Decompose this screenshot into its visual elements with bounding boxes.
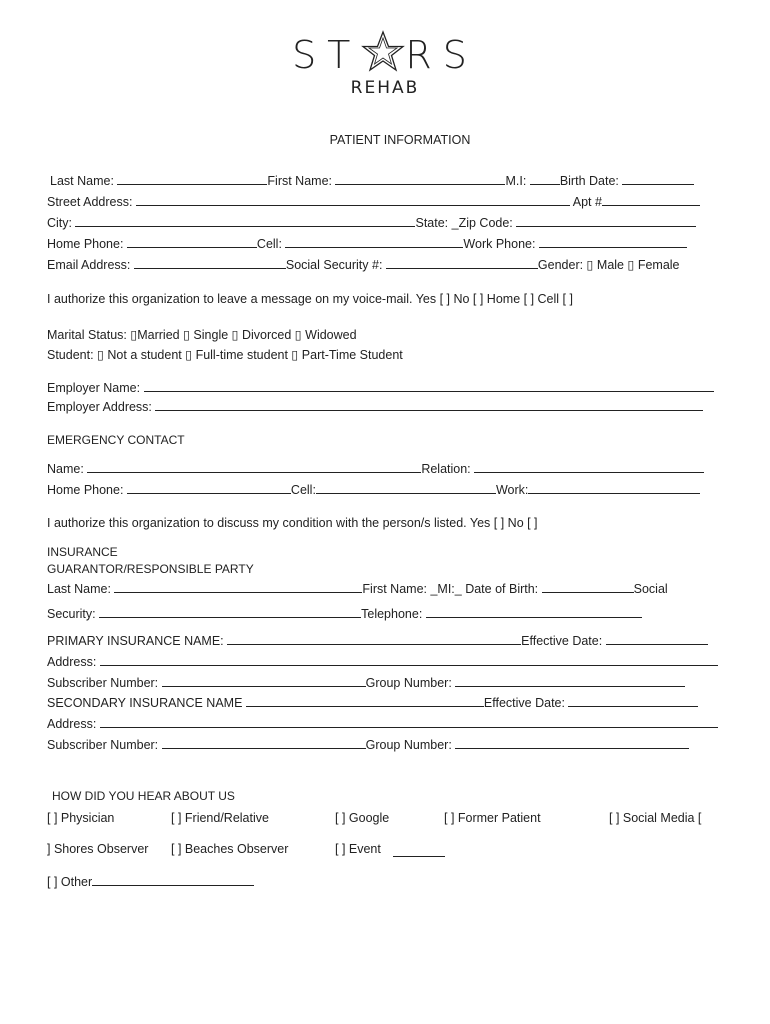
- email-field[interactable]: [134, 256, 286, 269]
- state-label: State: _: [415, 216, 459, 230]
- primary-group-label: Group Number:: [365, 676, 452, 690]
- ssn-field[interactable]: [386, 256, 538, 269]
- gender-options[interactable]: Gender: ▯ Male ▯ Female: [537, 258, 680, 272]
- street-address-label: Street Address:: [47, 195, 133, 209]
- stars-rehab-logo: [0, 30, 770, 98]
- city-field[interactable]: [75, 214, 415, 227]
- apt-field[interactable]: [602, 193, 700, 206]
- row-emergency-phones: [47, 481, 700, 498]
- emergency-cell-field[interactable]: [316, 481, 496, 494]
- secondary-address-field[interactable]: [100, 715, 718, 728]
- primary-subscriber-label: Subscriber Number:: [47, 676, 159, 690]
- row-primary-address: [47, 653, 718, 670]
- row-secondary-insurance: [47, 694, 698, 711]
- secondary-group-label: Group Number:: [365, 738, 452, 752]
- secondary-effective-field[interactable]: [568, 694, 698, 707]
- employer-address-field[interactable]: [155, 398, 703, 411]
- apt-label: Apt #: [572, 195, 602, 209]
- cell-label: Cell:: [256, 237, 282, 251]
- row-emergency-name: [47, 460, 704, 477]
- hear-beaches-observer[interactable]: [ ] Beaches Observer: [171, 842, 289, 856]
- logo-subtitle: REHAB: [350, 78, 420, 98]
- employer-name-label: Employer Name:: [47, 381, 141, 395]
- row-email: [47, 256, 680, 273]
- row-hear-other: [47, 873, 254, 890]
- row-street: [47, 193, 700, 210]
- mi-field[interactable]: [530, 172, 560, 185]
- security-label: Security:: [47, 607, 96, 621]
- guarantor-heading: GUARANTOR/RESPONSIBLE PARTY: [47, 562, 254, 576]
- primary-effective-label: Effective Date:: [521, 634, 603, 648]
- primary-address-field[interactable]: [100, 653, 718, 666]
- primary-effective-field[interactable]: [606, 632, 708, 645]
- guarantor-last-name-field[interactable]: [114, 580, 362, 593]
- work-phone-field[interactable]: [539, 235, 687, 248]
- security-field[interactable]: [99, 605, 361, 618]
- hear-physician[interactable]: [ ] Physician: [47, 811, 115, 825]
- secondary-insurance-label: SECONDARY INSURANCE NAME: [47, 696, 243, 710]
- birth-date-field[interactable]: [622, 172, 694, 185]
- row-secondary-address: [47, 715, 718, 732]
- first-name-label: First Name:: [267, 174, 332, 188]
- hear-heading: HOW DID YOU HEAR ABOUT US: [52, 789, 235, 803]
- secondary-effective-label: Effective Date:: [483, 696, 565, 710]
- hear-other-field[interactable]: [92, 873, 254, 886]
- hear-social-media[interactable]: [ ] Social Media [: [609, 811, 702, 825]
- emergency-name-label: Name:: [47, 462, 84, 476]
- telephone-field[interactable]: [426, 605, 642, 618]
- emergency-cell-label: Cell:: [290, 483, 316, 497]
- hear-event-field[interactable]: [393, 844, 445, 857]
- row-secondary-subscriber: [47, 736, 689, 753]
- relation-field[interactable]: [474, 460, 704, 473]
- row-employer-address: [47, 398, 703, 415]
- row-phones: [47, 235, 687, 252]
- last-name-field[interactable]: [117, 172, 267, 185]
- primary-insurance-label: PRIMARY INSURANCE NAME:: [47, 634, 224, 648]
- cell-field[interactable]: [285, 235, 463, 248]
- home-phone-field[interactable]: [127, 235, 257, 248]
- voicemail-authorization[interactable]: I authorize this organization to leave a message on my voice-mail. Yes [ ] No [ ] Home [ ] Cell [ ]: [47, 292, 573, 306]
- discuss-authorization[interactable]: I authorize this organization to discuss my condition with the person/s listed. Yes [ ] No [ ]: [47, 516, 538, 530]
- telephone-label: Telephone:: [361, 607, 423, 621]
- secondary-group-field[interactable]: [455, 736, 689, 749]
- zip-label: Zip Code:: [458, 216, 513, 230]
- hear-friend[interactable]: [ ] Friend/Relative: [171, 811, 269, 825]
- secondary-subscriber-label: Subscriber Number:: [47, 738, 159, 752]
- emergency-heading: EMERGENCY CONTACT: [47, 433, 185, 447]
- row-employer-name: [47, 379, 714, 396]
- logo-wordmark: [0, 30, 770, 78]
- row-guarantor-security: [47, 605, 642, 622]
- emergency-work-label: Work:: [495, 483, 529, 497]
- row-name-birth: [50, 172, 694, 189]
- social-label: Social: [633, 582, 668, 596]
- row-city: [47, 214, 696, 231]
- form-title: PATIENT INFORMATION: [329, 133, 471, 147]
- work-phone-label: Work Phone:: [463, 237, 536, 251]
- guarantor-dob-field[interactable]: [542, 580, 634, 593]
- mi-label: M.I:: [505, 174, 527, 188]
- secondary-subscriber-field[interactable]: [162, 736, 366, 749]
- hear-shores-observer[interactable]: ] Shores Observer: [47, 842, 149, 856]
- employer-address-label: Employer Address:: [47, 400, 152, 414]
- ssn-label: Social Security #:: [285, 258, 383, 272]
- primary-address-label: Address:: [47, 655, 97, 669]
- marital-status[interactable]: Marital Status: ▯Married ▯ Single ▯ Divorced ▯ Widowed: [47, 328, 357, 342]
- guarantor-first-name-label: First Name: _MI:_ Date of Birth:: [362, 582, 539, 596]
- last-name-label: Last Name:: [50, 174, 114, 188]
- birth-date-label: Birth Date:: [559, 174, 619, 188]
- emergency-name-field[interactable]: [87, 460, 421, 473]
- street-address-field[interactable]: [136, 193, 570, 206]
- relation-label: Relation:: [421, 462, 471, 476]
- row-primary-subscriber: [47, 674, 685, 691]
- insurance-heading: INSURANCE: [47, 545, 118, 559]
- emergency-home-label: Home Phone:: [47, 483, 124, 497]
- first-name-field[interactable]: [335, 172, 505, 185]
- email-label: Email Address:: [47, 258, 131, 272]
- logo-text-left: ST: [292, 33, 362, 77]
- zip-field[interactable]: [516, 214, 696, 227]
- student-status[interactable]: Student: ▯ Not a student ▯ Full-time student ▯ Part-Time Student: [47, 348, 403, 362]
- hear-google[interactable]: [ ] Google: [335, 811, 390, 825]
- hear-event-label[interactable]: [ ] Event: [335, 842, 381, 856]
- row-guarantor-name: [47, 580, 668, 597]
- employer-name-field[interactable]: [144, 379, 714, 392]
- emergency-work-field[interactable]: [528, 481, 700, 494]
- logo-text-right: RS: [405, 33, 478, 77]
- primary-insurance-field[interactable]: [227, 632, 521, 645]
- secondary-address-label: Address:: [47, 717, 97, 731]
- emergency-home-field[interactable]: [127, 481, 291, 494]
- home-phone-label: Home Phone:: [47, 237, 124, 251]
- star-icon: [361, 30, 405, 74]
- secondary-insurance-field[interactable]: [246, 694, 484, 707]
- guarantor-last-name-label: Last Name:: [47, 582, 111, 596]
- primary-subscriber-field[interactable]: [162, 674, 366, 687]
- hear-former-patient[interactable]: [ ] Former Patient: [444, 811, 541, 825]
- primary-group-field[interactable]: [455, 674, 685, 687]
- hear-other-label[interactable]: [ ] Other: [47, 875, 93, 889]
- city-label: City:: [47, 216, 72, 230]
- row-primary-insurance: [47, 632, 708, 649]
